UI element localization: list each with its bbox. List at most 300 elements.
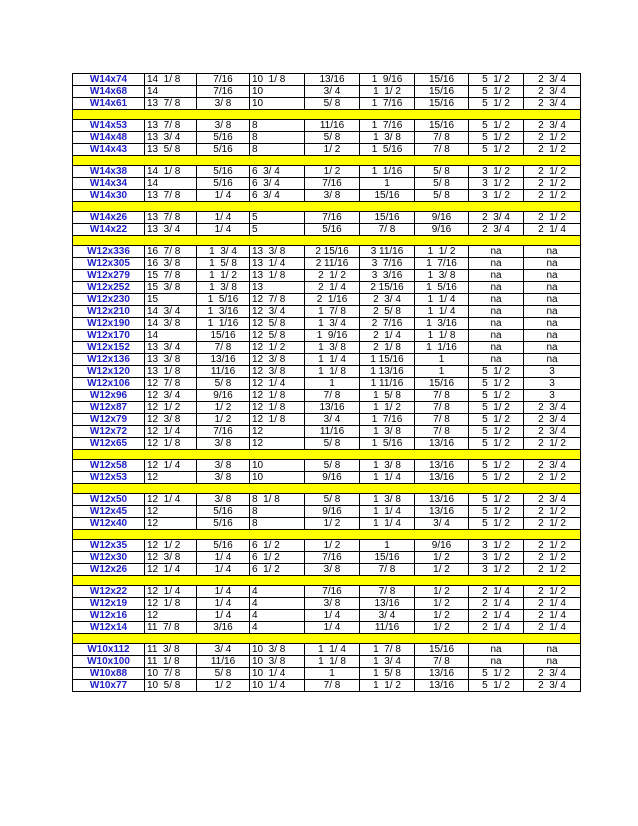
dimension-cell: 3/ 4 bbox=[197, 644, 250, 656]
dimension-cell: 3/ 4 bbox=[360, 610, 415, 622]
dimension-cell: 3 7/16 bbox=[360, 258, 415, 270]
dimension-cell: 11 1/ 8 bbox=[145, 656, 197, 668]
table-row bbox=[73, 366, 581, 378]
dimension-cell: 1 1/ 4 bbox=[305, 354, 360, 366]
dimension-cell: 13 1/ 4 bbox=[250, 258, 305, 270]
dimension-cell: 1/ 2 bbox=[415, 598, 469, 610]
dimension-cell: 12 1/ 4 bbox=[145, 586, 197, 598]
dimension-cell: 13 3/ 8 bbox=[145, 354, 197, 366]
dimension-cell: 1 1/ 4 bbox=[415, 306, 469, 318]
dimension-cell: 5 1/ 2 bbox=[469, 144, 524, 156]
dimension-cell: 13/16 bbox=[415, 506, 469, 518]
dimension-cell: 7/ 8 bbox=[415, 414, 469, 426]
table-row bbox=[73, 270, 581, 282]
dimension-cell: na bbox=[524, 306, 581, 318]
section-name-cell: W12x152 bbox=[73, 342, 145, 354]
dimension-cell: 13/16 bbox=[415, 460, 469, 472]
dimension-cell: 5 1/ 2 bbox=[469, 132, 524, 144]
dimension-cell: 14 3/ 8 bbox=[145, 318, 197, 330]
dimension-cell: 2 1/ 2 bbox=[524, 540, 581, 552]
separator-band bbox=[73, 484, 581, 494]
table-row bbox=[73, 586, 581, 598]
dimension-cell: 7/16 bbox=[197, 86, 250, 98]
dimension-cell: 3/ 4 bbox=[305, 414, 360, 426]
dimension-cell: 2 3/ 4 bbox=[524, 74, 581, 86]
dimension-cell: 2 1/ 2 bbox=[524, 178, 581, 190]
dimension-cell: 1 1/ 2 bbox=[415, 246, 469, 258]
dimension-cell: 2 1/ 8 bbox=[360, 342, 415, 354]
dimension-cell: 12 3/ 8 bbox=[250, 354, 305, 366]
dimension-cell: 2 3/ 4 bbox=[360, 294, 415, 306]
dimension-cell: 10 3/ 8 bbox=[250, 656, 305, 668]
dimension-cell: 1/ 4 bbox=[197, 564, 250, 576]
section-name-cell: W12x170 bbox=[73, 330, 145, 342]
dimension-cell: 14 bbox=[145, 178, 197, 190]
dimension-cell: 3 bbox=[524, 378, 581, 390]
section-name-cell: W12x26 bbox=[73, 564, 145, 576]
table-row bbox=[73, 330, 581, 342]
dimension-cell: 3/16 bbox=[197, 622, 250, 634]
dimension-cell: 12 1/ 8 bbox=[250, 390, 305, 402]
dimension-cell: 13 7/ 8 bbox=[145, 212, 197, 224]
dimension-cell: 1/ 2 bbox=[305, 166, 360, 178]
section-name-cell: W12x79 bbox=[73, 414, 145, 426]
dimension-cell: 1 bbox=[415, 366, 469, 378]
dimension-cell: 10 1/ 8 bbox=[250, 74, 305, 86]
table-row bbox=[73, 120, 581, 132]
dimension-cell: 3 1/ 2 bbox=[469, 178, 524, 190]
dimension-cell: 5/ 8 bbox=[197, 668, 250, 680]
dimension-cell: 1 1/16 bbox=[197, 318, 250, 330]
dimension-cell: 16 3/ 8 bbox=[145, 258, 197, 270]
dimension-cell: 1 1/ 2 bbox=[360, 402, 415, 414]
dimension-cell: 13/16 bbox=[305, 402, 360, 414]
table-row bbox=[73, 132, 581, 144]
dimension-cell: 1 3/ 8 bbox=[360, 132, 415, 144]
dimension-cell: 2 3/ 4 bbox=[524, 120, 581, 132]
dimension-cell: 1 1/ 4 bbox=[360, 472, 415, 484]
dimension-cell: 1 5/16 bbox=[360, 438, 415, 450]
dimension-cell: 7/ 8 bbox=[360, 564, 415, 576]
table-row bbox=[73, 668, 581, 680]
dimension-table bbox=[72, 73, 581, 692]
dimension-cell: 1 1/ 2 bbox=[360, 680, 415, 692]
dimension-cell: 2 1/ 4 bbox=[469, 598, 524, 610]
dimension-cell: 12 1/ 4 bbox=[145, 426, 197, 438]
dimension-cell: 5/ 8 bbox=[305, 132, 360, 144]
table-row bbox=[73, 318, 581, 330]
dimension-cell: 2 3/ 4 bbox=[524, 494, 581, 506]
table-row bbox=[73, 354, 581, 366]
table-row bbox=[73, 86, 581, 98]
table-row bbox=[73, 390, 581, 402]
dimension-cell: 1 13/16 bbox=[360, 366, 415, 378]
dimension-cell: 1 1/ 2 bbox=[360, 86, 415, 98]
dimension-cell: 1 15/16 bbox=[360, 354, 415, 366]
dimension-cell: 1 5/16 bbox=[360, 144, 415, 156]
dimension-cell: 1 bbox=[360, 178, 415, 190]
dimension-cell: 10 3/ 8 bbox=[250, 644, 305, 656]
dimension-cell: 9/16 bbox=[415, 540, 469, 552]
table-row bbox=[73, 342, 581, 354]
dimension-cell: 12 1/ 8 bbox=[145, 598, 197, 610]
section-name-cell: W12x336 bbox=[73, 246, 145, 258]
dimension-cell: 12 1/ 4 bbox=[145, 494, 197, 506]
dimension-cell: 15 7/ 8 bbox=[145, 270, 197, 282]
dimension-cell: 5/ 8 bbox=[415, 190, 469, 202]
dimension-cell: 2 1/ 2 bbox=[524, 518, 581, 530]
dimension-cell: 1 bbox=[305, 378, 360, 390]
dimension-cell: 4 bbox=[250, 586, 305, 598]
dimension-cell: 1 7/16 bbox=[360, 414, 415, 426]
table-row bbox=[73, 282, 581, 294]
dimension-cell: 12 bbox=[145, 472, 197, 484]
dimension-cell: 3 1/ 2 bbox=[469, 166, 524, 178]
dimension-cell: 2 11/16 bbox=[305, 258, 360, 270]
dimension-cell: 1 3/ 8 bbox=[197, 282, 250, 294]
dimension-cell: 10 1/ 4 bbox=[250, 668, 305, 680]
dimension-cell: 1 7/ 8 bbox=[305, 306, 360, 318]
dimension-cell: 1/ 4 bbox=[305, 622, 360, 634]
section-name-cell: W12x19 bbox=[73, 598, 145, 610]
dimension-cell: 1/ 4 bbox=[197, 190, 250, 202]
dimension-cell: 13 1/ 8 bbox=[145, 366, 197, 378]
dimension-cell: 5/16 bbox=[197, 540, 250, 552]
dimension-cell: 5 1/ 2 bbox=[469, 366, 524, 378]
dimension-cell: 2 1/ 2 bbox=[524, 472, 581, 484]
dimension-cell: na bbox=[524, 644, 581, 656]
dimension-cell: 2 1/ 2 bbox=[305, 270, 360, 282]
dimension-cell: na bbox=[469, 270, 524, 282]
dimension-cell: 1/ 2 bbox=[197, 402, 250, 414]
dimension-cell: 13 bbox=[250, 282, 305, 294]
dimension-cell: 5/16 bbox=[197, 506, 250, 518]
dimension-cell: 1 11/16 bbox=[360, 378, 415, 390]
dimension-cell: 1 1/ 8 bbox=[305, 366, 360, 378]
table-row bbox=[73, 598, 581, 610]
dimension-cell: 12 3/ 8 bbox=[145, 552, 197, 564]
dimension-cell: 4 bbox=[250, 622, 305, 634]
dimension-cell: na bbox=[524, 330, 581, 342]
dimension-cell: 2 3/ 4 bbox=[469, 212, 524, 224]
dimension-cell: 13/16 bbox=[415, 438, 469, 450]
dimension-cell: 6 3/ 4 bbox=[250, 190, 305, 202]
dimension-cell: 5 1/ 2 bbox=[469, 120, 524, 132]
dimension-cell: 8 bbox=[250, 518, 305, 530]
dimension-cell: 5 1/ 2 bbox=[469, 438, 524, 450]
section-name-cell: W12x210 bbox=[73, 306, 145, 318]
section-name-cell: W12x45 bbox=[73, 506, 145, 518]
dimension-cell: 5 1/ 2 bbox=[469, 378, 524, 390]
dimension-cell: 5 1/ 2 bbox=[469, 426, 524, 438]
dimension-cell: 5 1/ 2 bbox=[469, 402, 524, 414]
dimension-cell: 1/ 2 bbox=[305, 518, 360, 530]
dimension-cell: 2 3/ 4 bbox=[524, 86, 581, 98]
dimension-cell: 5 bbox=[250, 212, 305, 224]
dimension-cell: 12 1/ 8 bbox=[250, 414, 305, 426]
dimension-cell: 12 bbox=[145, 506, 197, 518]
dimension-cell: na bbox=[469, 258, 524, 270]
dimension-cell: 1 1/16 bbox=[360, 166, 415, 178]
dimension-cell: 5/ 8 bbox=[305, 460, 360, 472]
dimension-cell: 5 1/ 2 bbox=[469, 460, 524, 472]
dimension-cell: na bbox=[469, 656, 524, 668]
dimension-cell: 5 1/ 2 bbox=[469, 506, 524, 518]
separator-band bbox=[73, 450, 581, 460]
dimension-cell: 1 5/16 bbox=[197, 294, 250, 306]
dimension-cell: 3 1/ 2 bbox=[469, 540, 524, 552]
section-name-cell: W14x22 bbox=[73, 224, 145, 236]
table-row bbox=[73, 212, 581, 224]
dimension-cell: 5/16 bbox=[197, 518, 250, 530]
dimension-cell: 2 1/ 2 bbox=[524, 552, 581, 564]
dimension-cell: na bbox=[469, 330, 524, 342]
dimension-cell: 1 1/ 8 bbox=[415, 330, 469, 342]
dimension-cell: 12 5/ 8 bbox=[250, 318, 305, 330]
dimension-cell: 2 3/ 4 bbox=[469, 224, 524, 236]
dimension-cell: 2 1/ 4 bbox=[469, 610, 524, 622]
dimension-cell: 7/16 bbox=[305, 178, 360, 190]
dimension-cell: 11 7/ 8 bbox=[145, 622, 197, 634]
dimension-cell: 1 1/ 4 bbox=[360, 518, 415, 530]
dimension-cell: 5/16 bbox=[197, 144, 250, 156]
section-name-cell: W12x252 bbox=[73, 282, 145, 294]
dimension-cell: 9/16 bbox=[415, 212, 469, 224]
dimension-cell: 5/16 bbox=[197, 132, 250, 144]
section-name-cell: W12x65 bbox=[73, 438, 145, 450]
dimension-cell: 7/ 8 bbox=[305, 390, 360, 402]
dimension-cell: 1 3/ 8 bbox=[360, 460, 415, 472]
dimension-cell: 7/ 8 bbox=[197, 342, 250, 354]
table-row bbox=[73, 494, 581, 506]
section-name-cell: W12x30 bbox=[73, 552, 145, 564]
dimension-table-container bbox=[72, 73, 580, 692]
dimension-cell: 2 1/16 bbox=[305, 294, 360, 306]
dimension-cell: 3 1/ 2 bbox=[469, 552, 524, 564]
dimension-cell: 1 7/16 bbox=[360, 98, 415, 110]
group-separator bbox=[73, 530, 581, 540]
dimension-cell: na bbox=[469, 318, 524, 330]
dimension-cell: na bbox=[469, 354, 524, 366]
dimension-cell: 11/16 bbox=[305, 426, 360, 438]
dimension-cell: 1 3/ 8 bbox=[360, 426, 415, 438]
dimension-cell: 13 3/ 4 bbox=[145, 132, 197, 144]
dimension-cell: 13 7/ 8 bbox=[145, 98, 197, 110]
dimension-cell: 3/ 8 bbox=[197, 494, 250, 506]
dimension-cell: 13 3/ 4 bbox=[145, 342, 197, 354]
section-name-cell: W12x14 bbox=[73, 622, 145, 634]
dimension-cell: 1/ 2 bbox=[415, 564, 469, 576]
dimension-cell: 10 1/ 4 bbox=[250, 680, 305, 692]
section-name-cell: W10x100 bbox=[73, 656, 145, 668]
dimension-cell: 2 1/ 2 bbox=[524, 586, 581, 598]
dimension-cell: 5 1/ 2 bbox=[469, 98, 524, 110]
dimension-cell: 13 5/ 8 bbox=[145, 144, 197, 156]
dimension-cell: 3/ 8 bbox=[197, 98, 250, 110]
dimension-cell: 2 1/ 2 bbox=[524, 166, 581, 178]
table-row bbox=[73, 680, 581, 692]
dimension-cell: 13/16 bbox=[305, 74, 360, 86]
table-row bbox=[73, 564, 581, 576]
dimension-cell: 10 7/ 8 bbox=[145, 668, 197, 680]
table-row bbox=[73, 518, 581, 530]
dimension-cell: 2 3/ 4 bbox=[524, 460, 581, 472]
dimension-cell: 13/16 bbox=[415, 668, 469, 680]
dimension-cell: 1 5/ 8 bbox=[360, 668, 415, 680]
dimension-cell: 1 9/16 bbox=[305, 330, 360, 342]
dimension-cell: 1 3/ 8 bbox=[360, 494, 415, 506]
section-name-cell: W12x72 bbox=[73, 426, 145, 438]
dimension-cell: 12 1/ 4 bbox=[145, 460, 197, 472]
dimension-cell: 3/ 8 bbox=[197, 460, 250, 472]
table-row bbox=[73, 552, 581, 564]
table-row bbox=[73, 472, 581, 484]
dimension-cell: 7/ 8 bbox=[360, 224, 415, 236]
table-row bbox=[73, 166, 581, 178]
dimension-cell: 4 bbox=[250, 598, 305, 610]
dimension-cell: 1/ 2 bbox=[415, 610, 469, 622]
dimension-cell: 8 bbox=[250, 144, 305, 156]
dimension-cell: 2 1/ 2 bbox=[524, 438, 581, 450]
dimension-cell: 3/ 8 bbox=[197, 472, 250, 484]
dimension-cell: 9/16 bbox=[305, 472, 360, 484]
table-row bbox=[73, 622, 581, 634]
dimension-cell: 2 5/ 8 bbox=[360, 306, 415, 318]
dimension-cell: 15/16 bbox=[415, 98, 469, 110]
dimension-cell: 7/16 bbox=[305, 552, 360, 564]
dimension-cell: 15/16 bbox=[360, 190, 415, 202]
section-name-cell: W14x43 bbox=[73, 144, 145, 156]
dimension-cell: na bbox=[524, 270, 581, 282]
section-name-cell: W12x106 bbox=[73, 378, 145, 390]
section-name-cell: W12x87 bbox=[73, 402, 145, 414]
dimension-cell: 3/ 8 bbox=[197, 120, 250, 132]
section-name-cell: W12x136 bbox=[73, 354, 145, 366]
separator-band bbox=[73, 236, 581, 246]
dimension-cell: 14 1/ 8 bbox=[145, 74, 197, 86]
dimension-cell: na bbox=[524, 354, 581, 366]
dimension-cell: 1/ 4 bbox=[197, 552, 250, 564]
dimension-cell: 2 1/ 4 bbox=[469, 622, 524, 634]
group-separator bbox=[73, 634, 581, 644]
dimension-cell: 7/16 bbox=[305, 586, 360, 598]
dimension-cell: 3 3/16 bbox=[360, 270, 415, 282]
dimension-cell: na bbox=[524, 282, 581, 294]
section-name-cell: W14x30 bbox=[73, 190, 145, 202]
table-row bbox=[73, 98, 581, 110]
table-row bbox=[73, 294, 581, 306]
dimension-cell: 7/ 8 bbox=[415, 132, 469, 144]
dimension-cell: 3/ 8 bbox=[305, 564, 360, 576]
dimension-cell: 1 5/16 bbox=[415, 282, 469, 294]
dimension-cell: 7/16 bbox=[305, 212, 360, 224]
dimension-cell: 5/16 bbox=[197, 178, 250, 190]
dimension-cell: 7/ 8 bbox=[415, 390, 469, 402]
dimension-cell: na bbox=[524, 258, 581, 270]
dimension-cell: 11/16 bbox=[305, 120, 360, 132]
dimension-cell: 13/16 bbox=[415, 494, 469, 506]
dimension-cell: 10 bbox=[250, 460, 305, 472]
section-name-cell: W14x48 bbox=[73, 132, 145, 144]
dimension-cell: 16 7/ 8 bbox=[145, 246, 197, 258]
dimension-cell: 10 bbox=[250, 86, 305, 98]
dimension-cell: 1/ 4 bbox=[197, 598, 250, 610]
dimension-cell: 13 7/ 8 bbox=[145, 190, 197, 202]
dimension-cell: 5/16 bbox=[305, 224, 360, 236]
dimension-cell: 3 11/16 bbox=[360, 246, 415, 258]
group-separator bbox=[73, 450, 581, 460]
table-body bbox=[73, 74, 581, 692]
dimension-cell: 1 5/ 8 bbox=[360, 390, 415, 402]
table-row bbox=[73, 414, 581, 426]
dimension-cell: 15/16 bbox=[415, 86, 469, 98]
dimension-cell: 2 3/ 4 bbox=[524, 98, 581, 110]
dimension-cell: 2 1/ 4 bbox=[524, 610, 581, 622]
table-row bbox=[73, 258, 581, 270]
section-name-cell: W12x230 bbox=[73, 294, 145, 306]
section-name-cell: W12x305 bbox=[73, 258, 145, 270]
dimension-cell: 1 bbox=[360, 540, 415, 552]
dimension-cell: 2 1/ 4 bbox=[524, 224, 581, 236]
dimension-cell: 1/ 4 bbox=[197, 212, 250, 224]
dimension-cell: na bbox=[524, 294, 581, 306]
dimension-cell: 15/16 bbox=[360, 212, 415, 224]
dimension-cell: 2 3/ 4 bbox=[524, 680, 581, 692]
section-name-cell: W10x88 bbox=[73, 668, 145, 680]
dimension-cell: 14 bbox=[145, 86, 197, 98]
dimension-cell: 12 1/ 4 bbox=[145, 564, 197, 576]
dimension-cell: 1/ 4 bbox=[197, 224, 250, 236]
dimension-cell: 2 1/ 2 bbox=[524, 212, 581, 224]
table-row bbox=[73, 656, 581, 668]
dimension-cell: na bbox=[524, 656, 581, 668]
dimension-cell: 15/16 bbox=[197, 330, 250, 342]
dimension-cell: 10 bbox=[250, 98, 305, 110]
group-separator bbox=[73, 156, 581, 166]
dimension-cell: 8 bbox=[250, 120, 305, 132]
dimension-cell: 2 1/ 2 bbox=[524, 144, 581, 156]
section-name-cell: W10x77 bbox=[73, 680, 145, 692]
table-row bbox=[73, 246, 581, 258]
dimension-cell: 1/ 2 bbox=[415, 552, 469, 564]
dimension-cell: 14 bbox=[145, 330, 197, 342]
dimension-cell: 12 bbox=[145, 518, 197, 530]
dimension-cell: na bbox=[469, 294, 524, 306]
dimension-cell: 5 1/ 2 bbox=[469, 74, 524, 86]
dimension-cell: 9/16 bbox=[305, 506, 360, 518]
dimension-cell: na bbox=[469, 306, 524, 318]
dimension-cell: 12 1/ 8 bbox=[250, 402, 305, 414]
dimension-cell: 1 3/ 4 bbox=[360, 656, 415, 668]
dimension-cell: 12 1/ 2 bbox=[145, 540, 197, 552]
dimension-cell: 2 15/16 bbox=[360, 282, 415, 294]
group-separator bbox=[73, 576, 581, 586]
dimension-cell: 1/ 4 bbox=[197, 586, 250, 598]
dimension-cell: 5/ 8 bbox=[305, 494, 360, 506]
dimension-cell: 1/ 2 bbox=[415, 586, 469, 598]
dimension-cell: 1 3/ 8 bbox=[305, 342, 360, 354]
dimension-cell: 13 3/ 4 bbox=[145, 224, 197, 236]
dimension-cell: 2 1/ 2 bbox=[524, 190, 581, 202]
dimension-cell: 14 1/ 8 bbox=[145, 166, 197, 178]
dimension-cell: 1 9/16 bbox=[360, 74, 415, 86]
dimension-cell: 15 3/ 8 bbox=[145, 282, 197, 294]
section-name-cell: W12x40 bbox=[73, 518, 145, 530]
dimension-cell: 1 5/ 8 bbox=[197, 258, 250, 270]
dimension-cell: na bbox=[469, 246, 524, 258]
dimension-cell: 7/16 bbox=[197, 74, 250, 86]
section-name-cell: W12x120 bbox=[73, 366, 145, 378]
